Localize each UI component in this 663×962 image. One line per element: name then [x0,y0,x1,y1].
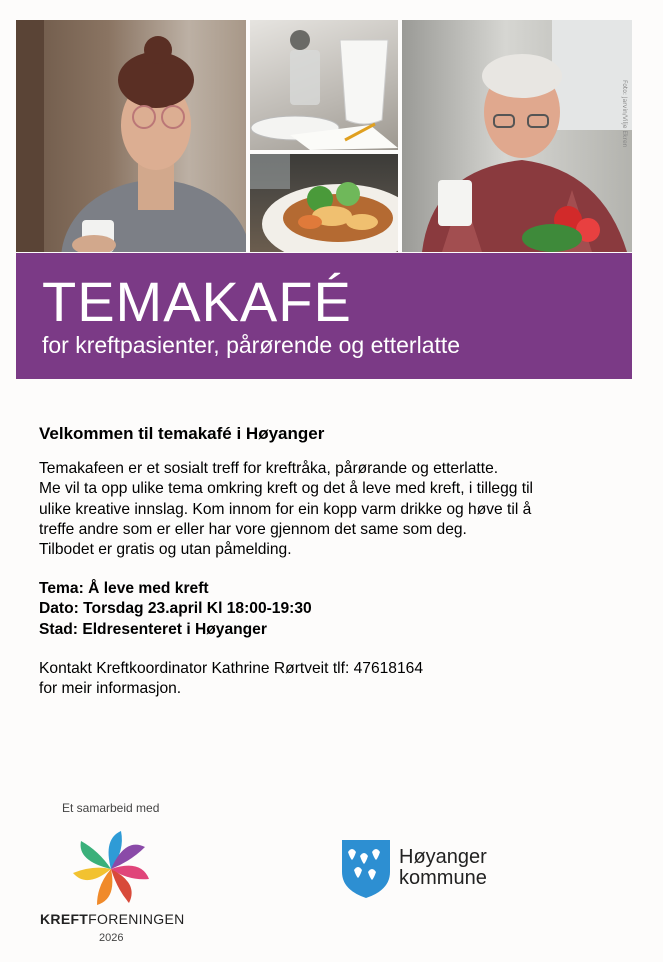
kreftforeningen-rest: FORENINGEN [88,911,185,927]
intro-paragraph [39,459,599,560]
kreftforeningen-year: 2026 [99,932,124,944]
hoyanger-coat-of-arms-icon [340,838,392,900]
photo-cup-and-notebook [250,20,398,150]
photo-woman-with-cup [16,20,246,252]
kreftforeningen-logo-text [40,911,185,927]
banner-subtitle: for kreftpasienter, pårørende og etterlatte [42,332,461,358]
collaboration-label: Et samarbeid med [62,801,160,815]
photo-open-sandwich [250,154,398,252]
paragraph-line: Temakafeen er et sosialt treff for kreftråka, pårørande og etterlatte. [39,460,499,477]
event-location: Stad: Eldresenteret i Høyanger [39,620,267,638]
photo-credit: Foto: Jarvin/Vilje Ekren [621,80,628,148]
kreftforeningen-flower-icon [70,828,152,910]
event-details [39,579,312,640]
paragraph-line: ulike kreative innslag. Kom innom for ein kopp varm drikke og høve til å [39,500,532,518]
paragraph-line: Tilbodet er gratis og utan påmelding. [39,541,292,559]
welcome-heading: Velkommen til temakafé i Høyanger [39,424,325,443]
title-banner [16,253,632,379]
kommune-label: kommune [399,867,487,889]
paragraph-line: treffe andre som er eller har vore gjennom det same som deg. [39,520,467,538]
event-date: Dato: Torsdag 23.april Kl 18:00-19:30 [39,600,312,618]
kreftforeningen-bold: KREFT [40,911,89,927]
photo-collage [16,20,632,252]
banner-title: TEMAKAFÉ [42,270,352,333]
contact-line: for meir informasjon. [39,680,182,698]
event-topic: Tema: Å leve med kreft [39,580,209,597]
photo-man-smiling [402,20,632,252]
paragraph-line: Me vil ta opp ulike tema omkring kreft og det å leve med kreft, i tillegg til [39,480,534,498]
contact-line: Kontakt Kreftkoordinator Kathrine Rørtveit tlf: 47618164 [39,660,423,677]
contact-info [39,659,423,700]
kommune-name: Høyanger [399,846,487,868]
